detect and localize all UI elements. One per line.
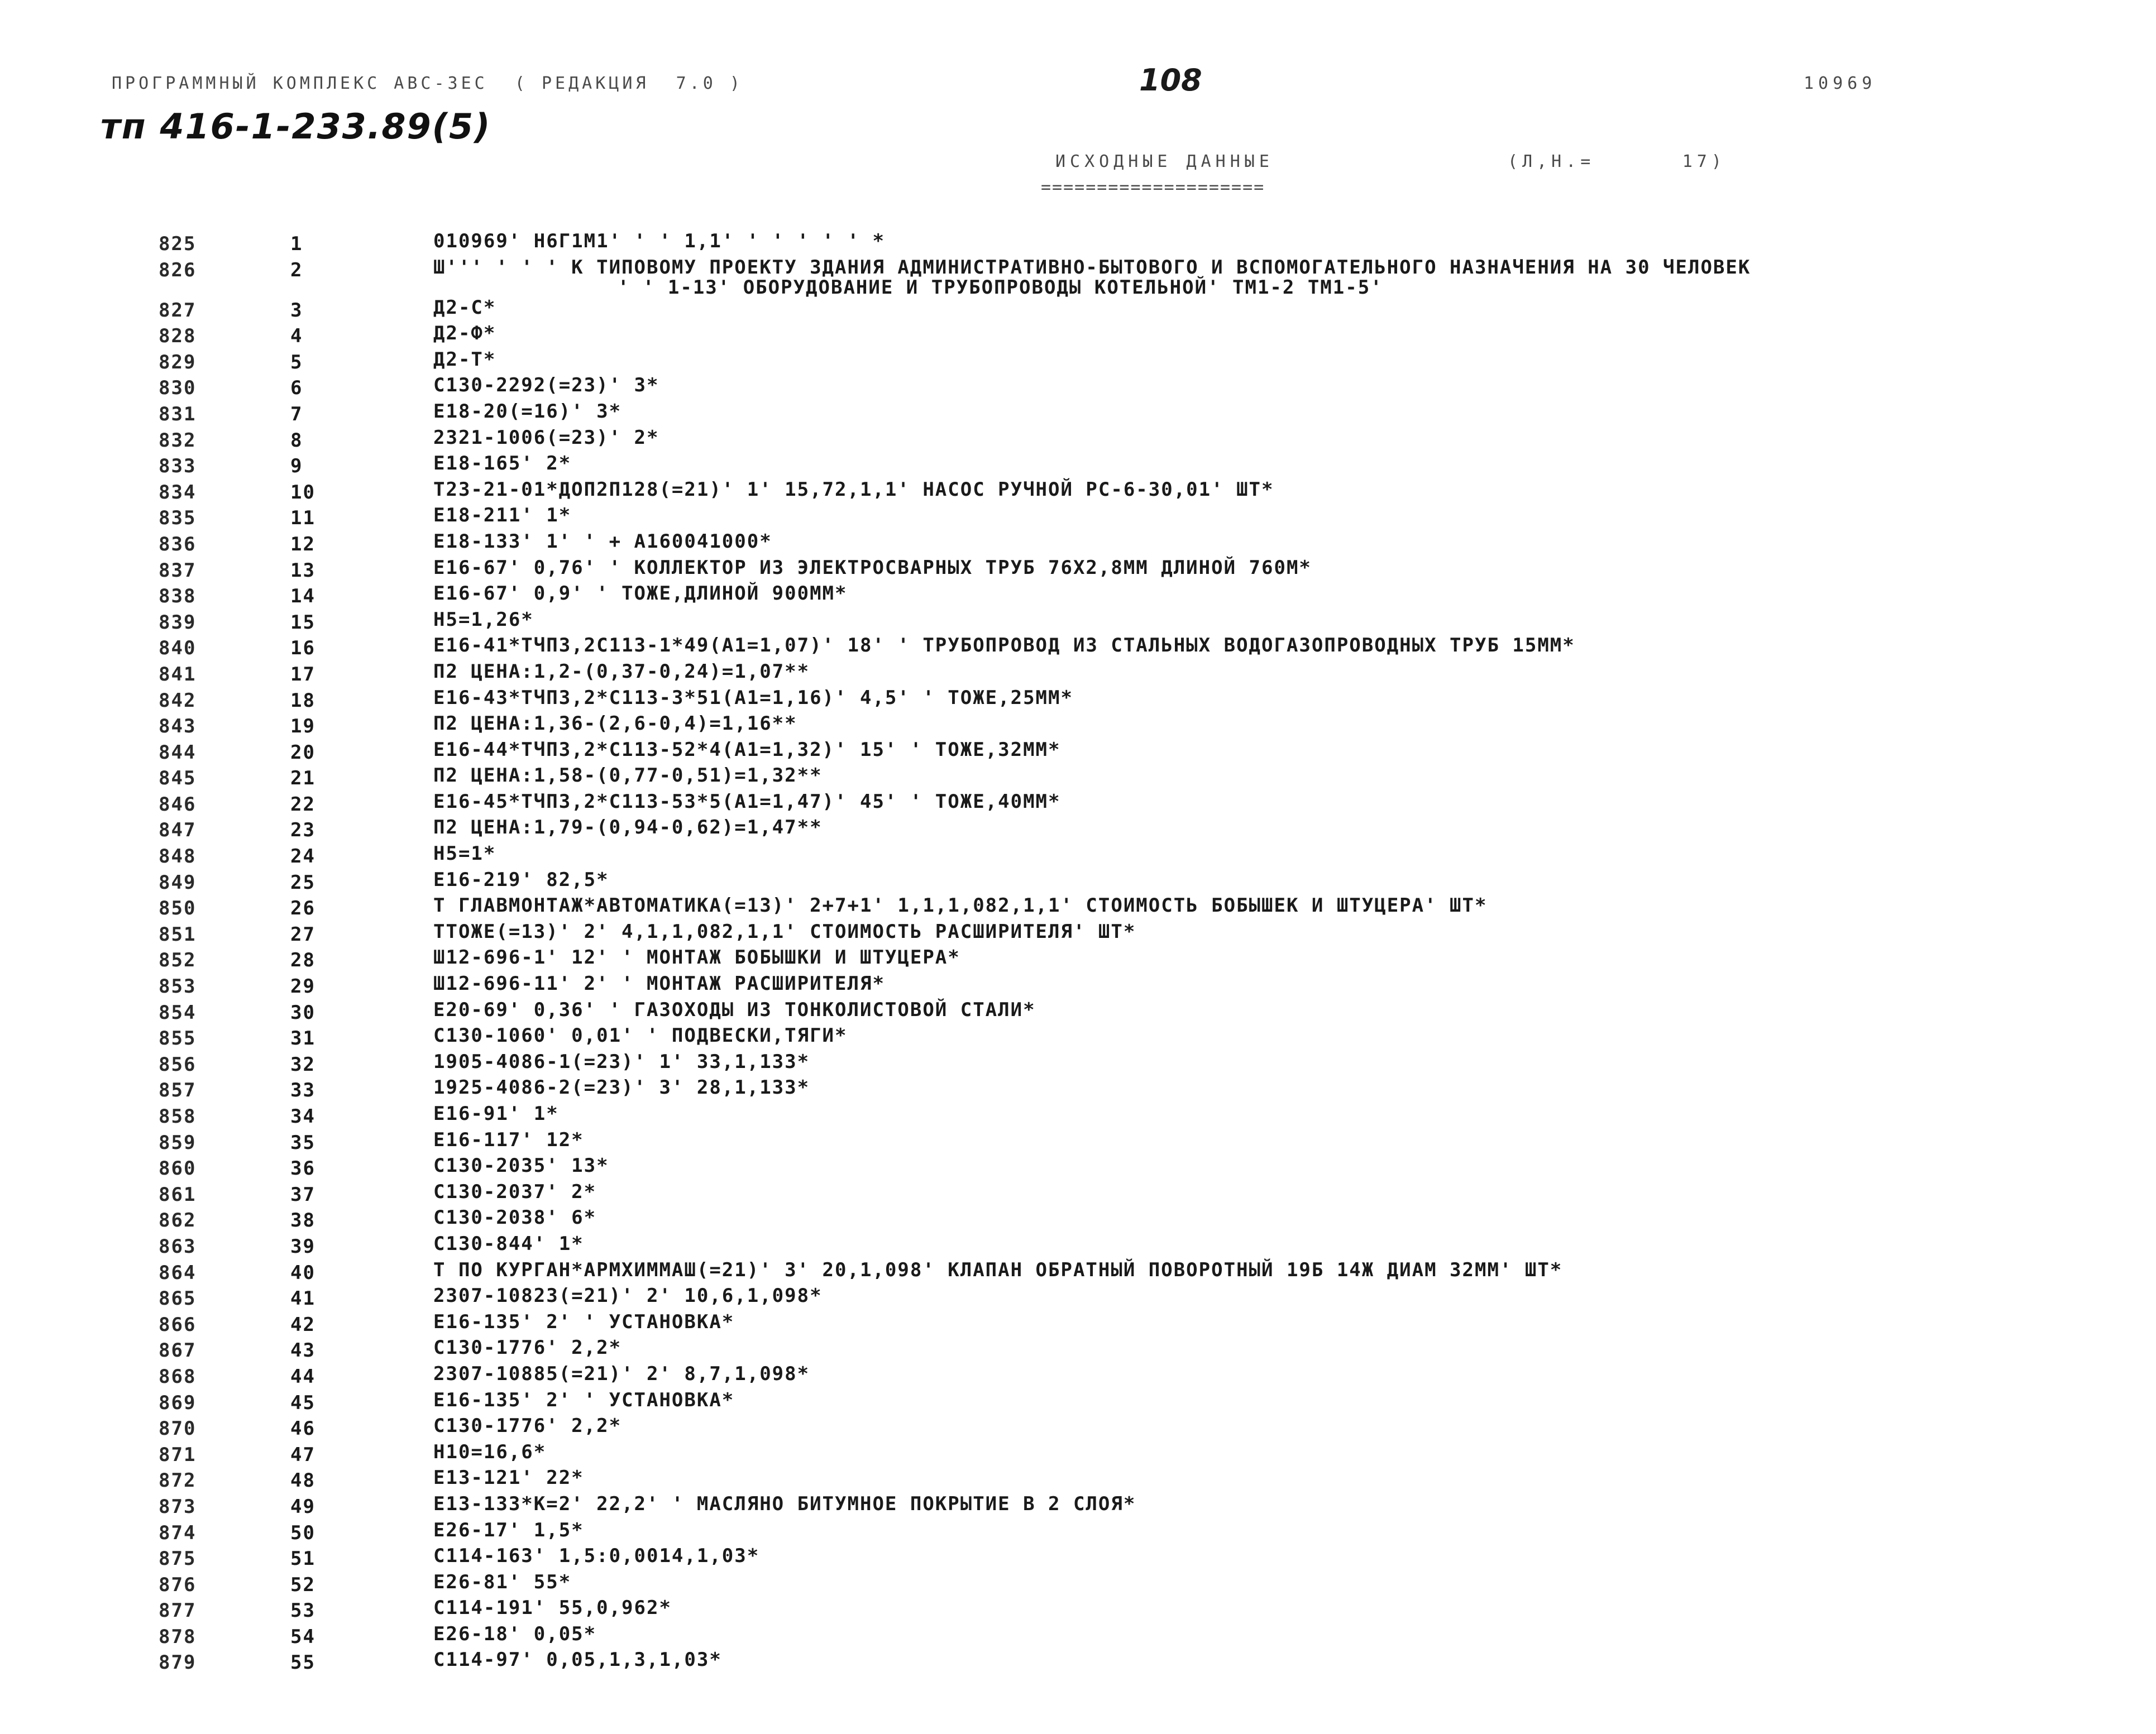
row-text (433, 740, 2109, 760)
row-code: 844 (159, 741, 197, 764)
row-text-main: Д2-С* (433, 296, 496, 319)
row-number: 13 (290, 559, 315, 582)
row-code: 847 (159, 819, 197, 842)
row-code: 855 (159, 1027, 197, 1050)
row-text-main: Е16-117' 12* (433, 1128, 584, 1151)
listing-row (0, 844, 2156, 870)
row-text-main: ТТОЖЕ(=13)' 2' 4,1,1,082,1,1' СТОИМОСТЬ РАСШИРИТЕЛЯ' ШТ* (433, 920, 1136, 943)
row-number: 48 (290, 1469, 315, 1492)
row-text-main: Е18-20(=16)' 3* (433, 400, 622, 423)
listing-row (0, 1416, 2156, 1442)
row-number: 29 (290, 975, 315, 998)
row-code: 834 (159, 481, 197, 504)
row-number: 22 (290, 793, 315, 816)
listing-row (0, 1000, 2156, 1026)
row-text (433, 1312, 2109, 1332)
listing-row (0, 740, 2156, 766)
row-number: 53 (290, 1599, 315, 1622)
row-text-main: Т ПО КУРГАН*АРМХИММАШ(=21)' 3' 20,1,098' КЛАПАН ОБРАТНЫЙ ПОВОРОТНЫЙ 19Б 14Ж ДИАМ 32ММ' ШТ* (433, 1258, 1563, 1281)
row-text (433, 765, 2109, 785)
row-code: 830 (159, 377, 197, 400)
row-text (433, 974, 2109, 994)
listing-row (0, 531, 2156, 558)
row-text-main: Д2-Т* (433, 348, 496, 371)
row-number: 43 (290, 1339, 315, 1362)
listing-row (0, 1156, 2156, 1182)
row-code: 856 (159, 1053, 197, 1076)
row-number: 1 (290, 233, 303, 255)
row-code: 825 (159, 233, 197, 255)
row-number: 42 (290, 1313, 315, 1336)
row-text-main: П2 ЦЕНА:1,58-(0,77-0,51)=1,32** (433, 764, 823, 787)
row-text (433, 428, 2109, 448)
row-code: 872 (159, 1469, 197, 1492)
row-text-main: 010969' Н6Г1М1' ' ' 1,1' ' ' ' ' ' * (433, 230, 885, 252)
row-text (433, 323, 2109, 343)
row-number: 52 (290, 1573, 315, 1596)
listing-row (0, 713, 2156, 740)
listing-row (0, 1234, 2156, 1260)
program-header: ПРОГРАММНЫЙ КОМПЛЕКС АВС-3ЕС ( РЕДАКЦИЯ 7.0 ) (112, 74, 743, 93)
row-code: 867 (159, 1339, 197, 1362)
row-code: 829 (159, 351, 197, 373)
row-code: 874 (159, 1521, 197, 1544)
row-code: 832 (159, 429, 197, 452)
listing-row (0, 1442, 2156, 1468)
row-text (433, 662, 2109, 682)
row-number: 2 (290, 258, 303, 281)
row-number: 25 (290, 871, 315, 894)
row-code: 828 (159, 325, 197, 348)
listing-row (0, 375, 2156, 401)
row-text (433, 1546, 2109, 1566)
row-number: 50 (290, 1521, 315, 1544)
section-underline: ==================== (1041, 178, 1265, 197)
row-number: 55 (290, 1651, 315, 1674)
row-code: 846 (159, 793, 197, 816)
row-number: 54 (290, 1625, 315, 1648)
row-text (433, 1260, 2109, 1280)
row-text-main: Ш12-696-11' 2' ' МОНТАЖ РАСШИРИТЕЛЯ* (433, 973, 885, 995)
row-number: 44 (290, 1365, 315, 1388)
row-number: 28 (290, 949, 315, 972)
row-text (433, 792, 2109, 812)
row-text-main: Е16-44*ТЧП3,2*С113-52*4(А1=1,32)' 15' ' ТОЖЕ,32ММ* (433, 738, 1061, 761)
listing-row (0, 1572, 2156, 1598)
row-number: 9 (290, 455, 303, 478)
listing-row (0, 1052, 2156, 1078)
row-text-continuation: ' ' 1-13' ОБОРУДОВАНИЕ И ТРУБОПРОВОДЫ КОТЕЛЬНОЙ' ТМ1-2 ТМ1-5' (618, 276, 1383, 299)
row-code: 852 (159, 949, 197, 972)
row-text-main: Д2-Ф* (433, 322, 496, 345)
row-text (433, 480, 2109, 500)
row-number: 47 (290, 1443, 315, 1466)
row-code: 879 (159, 1651, 197, 1674)
row-number: 15 (290, 611, 315, 634)
row-number: 20 (290, 741, 315, 764)
row-code: 873 (159, 1495, 197, 1518)
row-text (433, 375, 2109, 395)
row-code: 835 (159, 507, 197, 530)
listing-row (0, 1130, 2156, 1156)
row-number: 36 (290, 1157, 315, 1180)
row-number: 39 (290, 1235, 315, 1258)
row-number: 24 (290, 845, 315, 868)
row-number: 17 (290, 663, 315, 686)
listing-row (0, 922, 2156, 948)
row-text-main: П2 ЦЕНА:1,2-(0,37-0,24)=1,07** (433, 660, 810, 683)
row-number: 37 (290, 1183, 315, 1206)
row-text-main: Е18-133' 1' ' + А160041000* (433, 530, 772, 553)
listing-row (0, 1208, 2156, 1234)
row-text-main: 1925-4086-2(=23)' 3' 28,1,133* (433, 1076, 810, 1099)
listing-row (0, 480, 2156, 506)
row-text-main: Е16-67' 0,76' ' КОЛЛЕКТОР ИЗ ЭЛЕКТРОСВАРНЫХ ТРУБ 76Х2,8ММ ДЛИНОЙ 760М* (433, 556, 1312, 579)
row-text-main: Т ГЛАВМОНТАЖ*АВТОМАТИКА(=13)' 2+7+1' 1,1,1,082,1,1' СТОИМОСТЬ БОБЫШЕК И ШТУЦЕРА' ШТ* (433, 894, 1488, 917)
row-text (433, 688, 2109, 708)
listing-row (0, 1546, 2156, 1572)
listing-row (0, 635, 2156, 662)
row-number: 10 (290, 481, 315, 504)
row-text-main: Е16-45*ТЧП3,2*С113-53*5(А1=1,47)' 45' ' ТОЖЕ,40ММ* (433, 790, 1061, 813)
row-text (433, 231, 2109, 251)
listing-row (0, 231, 2156, 257)
listing-row (0, 257, 2156, 298)
row-text (433, 1156, 2109, 1176)
row-text-main: 2307-10823(=21)' 2' 10,6,1,098* (433, 1285, 823, 1307)
listing-row (0, 505, 2156, 531)
row-number: 7 (290, 403, 303, 425)
row-text (433, 1077, 2109, 1098)
row-text-main: С130-2038' 6* (433, 1206, 597, 1229)
row-text (433, 1416, 2109, 1436)
row-code: 864 (159, 1261, 197, 1284)
row-number: 33 (290, 1079, 315, 1102)
row-code: 854 (159, 1001, 197, 1024)
row-text-main: Ш''' ' ' ' К ТИПОВОМУ ПРОЕКТУ ЗДАНИЯ АДМИНИСТРАТИВНО-БЫТОВОГО И ВСПОМОГАТЕЛЬНОГО НАЗНАЧЕНИЯ НА 30 ЧЕЛОВЕК (433, 256, 1751, 279)
row-text-main: Е18-165' 2* (433, 452, 572, 475)
row-text-main: С130-1060' 0,01' ' ПОДВЕСКИ,ТЯГИ* (433, 1024, 848, 1047)
row-code: 862 (159, 1209, 197, 1232)
listing-row (0, 610, 2156, 636)
document-code: 10969 (1804, 74, 1877, 93)
row-text-main: Е16-219' 82,5* (433, 868, 609, 891)
listing-row (0, 453, 2156, 480)
row-text-main: 2321-1006(=23)' 2* (433, 426, 659, 449)
row-code: 859 (159, 1131, 197, 1154)
row-text-main: С114-97' 0,05,1,3,1,03* (433, 1649, 722, 1671)
listing-row (0, 349, 2156, 376)
row-number: 16 (290, 637, 315, 660)
row-text (433, 1052, 2109, 1072)
row-text-main: Т23-21-01*ДОП2П128(=21)' 1' 15,72,1,1' НАСОС РУЧНОЙ РС-6-30,01' ШТ* (433, 478, 1274, 501)
row-code: 831 (159, 403, 197, 425)
row-text-main: Н5=1* (433, 842, 496, 865)
listing-row (0, 817, 2156, 844)
listing-row (0, 1286, 2156, 1312)
row-number: 23 (290, 819, 315, 842)
row-number: 11 (290, 507, 315, 530)
row-code: 853 (159, 975, 197, 998)
row-code: 869 (159, 1391, 197, 1414)
row-text (433, 1182, 2109, 1202)
row-text-main: Ш12-696-1' 12' ' МОНТАЖ БОБЫШКИ И ШТУЦЕРА* (433, 946, 960, 969)
listing-row (0, 1650, 2156, 1676)
listing-row (0, 1494, 2156, 1520)
row-text (433, 1000, 2109, 1020)
row-code: 838 (159, 585, 197, 608)
row-text (433, 1572, 2109, 1592)
row-code: 861 (159, 1183, 197, 1206)
row-text (433, 1208, 2109, 1228)
row-text-main: Е16-91' 1* (433, 1103, 559, 1125)
row-text-main: С114-163' 1,5:0,0014,1,03* (433, 1545, 760, 1568)
row-text (433, 713, 2109, 734)
listing-row (0, 1364, 2156, 1390)
row-text (433, 947, 2109, 967)
listing-row (0, 870, 2156, 896)
row-number: 3 (290, 299, 303, 322)
listing-row (0, 1182, 2156, 1208)
row-code: 845 (159, 767, 197, 790)
listing-row (0, 895, 2156, 922)
row-number: 21 (290, 767, 315, 790)
row-text (433, 1624, 2109, 1644)
row-code: 866 (159, 1313, 197, 1336)
row-text-main: Е16-67' 0,9' ' ТОЖЕ,ДЛИНОЙ 900ММ* (433, 582, 848, 605)
row-number: 14 (290, 585, 315, 608)
row-code: 839 (159, 611, 197, 634)
row-text (433, 1026, 2109, 1046)
row-code: 850 (159, 897, 197, 920)
row-text (433, 1234, 2109, 1254)
row-code: 827 (159, 299, 197, 322)
row-number: 12 (290, 533, 315, 555)
row-number: 27 (290, 923, 315, 946)
section-title: ИСХОДНЫЕ ДАННЫЕ (1055, 152, 1274, 171)
listing-row (0, 583, 2156, 610)
row-code: 840 (159, 637, 197, 660)
row-code: 876 (159, 1573, 197, 1596)
row-text (433, 922, 2109, 942)
row-number: 30 (290, 1001, 315, 1024)
row-number: 4 (290, 325, 303, 348)
row-text (433, 453, 2109, 473)
listing-row (0, 1624, 2156, 1650)
listing-row (0, 947, 2156, 974)
listing-row (0, 1312, 2156, 1338)
row-text-main: Е26-18' 0,05* (433, 1622, 597, 1645)
row-code: 868 (159, 1365, 197, 1388)
row-number: 45 (290, 1391, 315, 1414)
row-code: 833 (159, 455, 197, 478)
row-text (433, 401, 2109, 421)
row-text (433, 1286, 2109, 1306)
row-text (433, 1520, 2109, 1540)
row-text (433, 1468, 2109, 1488)
row-code: 851 (159, 923, 197, 946)
listing-row (0, 765, 2156, 792)
row-number: 6 (290, 377, 303, 400)
row-number: 26 (290, 897, 315, 920)
row-code: 863 (159, 1235, 197, 1258)
row-text-main: Е18-211' 1* (433, 504, 572, 527)
row-text (433, 1104, 2109, 1124)
row-code: 841 (159, 663, 197, 686)
row-code: 878 (159, 1625, 197, 1648)
row-text (433, 1494, 2109, 1514)
row-text (433, 1338, 2109, 1358)
row-text-main: С130-2037' 2* (433, 1180, 597, 1203)
listing-row (0, 428, 2156, 454)
data-listing (0, 231, 2156, 1676)
row-text-main: П2 ЦЕНА:1,36-(2,6-0,4)=1,16** (433, 712, 797, 735)
row-text-main: 1905-4086-1(=23)' 1' 33,1,133* (433, 1050, 810, 1073)
row-code: 857 (159, 1079, 197, 1102)
listing-row (0, 1026, 2156, 1052)
row-text (433, 1390, 2109, 1410)
row-text-main: Е26-17' 1,5* (433, 1519, 584, 1541)
row-text-main: Е16-135' 2' ' УСТАНОВКА* (433, 1388, 735, 1411)
row-number: 49 (290, 1495, 315, 1518)
listing-row (0, 792, 2156, 818)
row-text (433, 1598, 2109, 1618)
row-text-main: С130-844' 1* (433, 1232, 584, 1255)
row-text (433, 1650, 2109, 1670)
listing-row (0, 1260, 2156, 1286)
row-text-main: Е16-43*ТЧП3,2*С113-3*51(А1=1,16)' 4,5' ' ТОЖЕ,25ММ* (433, 686, 1073, 709)
row-text-main: Е16-41*ТЧП3,2С113-1*49(А1=1,07)' 18' ' ТРУБОПРОВОД ИЗ СТАЛЬНЫХ ВОДОГАЗОПРОВОДНЫХ ТРУБ 15ММ* (433, 634, 1575, 657)
row-code: 837 (159, 559, 197, 582)
row-text-main: С130-1776' 2,2* (433, 1415, 622, 1438)
row-text (433, 844, 2109, 864)
row-number: 51 (290, 1548, 315, 1570)
row-code: 865 (159, 1287, 197, 1310)
row-number: 5 (290, 351, 303, 373)
row-text-main: Е16-135' 2' ' УСТАНОВКА* (433, 1310, 735, 1333)
row-code: 836 (159, 533, 197, 555)
row-text (433, 870, 2109, 890)
row-text (433, 349, 2109, 370)
row-text (433, 505, 2109, 525)
listing-row (0, 662, 2156, 688)
listing-row (0, 1390, 2156, 1416)
row-text (433, 298, 2109, 318)
row-text (433, 1442, 2109, 1462)
page-number: 108 (1139, 63, 1202, 98)
row-text-main: С130-2292(=23)' 3* (433, 374, 659, 397)
row-code: 848 (159, 845, 197, 868)
row-text (433, 817, 2109, 837)
row-text-main: П2 ЦЕНА:1,79-(0,94-0,62)=1,47** (433, 816, 823, 839)
row-number: 34 (290, 1105, 315, 1128)
listing-row (0, 974, 2156, 1000)
listing-row (0, 1104, 2156, 1130)
row-text-main: С130-2035' 13* (433, 1155, 609, 1177)
row-text (433, 531, 2109, 552)
row-number: 31 (290, 1027, 315, 1050)
row-code: 870 (159, 1417, 197, 1440)
row-text (433, 1130, 2109, 1150)
row-text (433, 635, 2109, 655)
row-number: 46 (290, 1417, 315, 1440)
row-text (433, 558, 2109, 578)
listing-row (0, 1338, 2156, 1364)
row-number: 40 (290, 1261, 315, 1284)
listing-row (0, 298, 2156, 324)
listing-row (0, 688, 2156, 714)
row-code: 875 (159, 1548, 197, 1570)
listing-row (0, 323, 2156, 349)
row-text (433, 895, 2109, 916)
row-text-main: Е13-121' 22* (433, 1467, 584, 1489)
row-text (433, 610, 2109, 630)
row-text (433, 257, 2109, 298)
row-text (433, 583, 2109, 603)
row-text-main: Н10=16,6* (433, 1440, 547, 1463)
listing-row (0, 1598, 2156, 1624)
row-text-main: Н5=1,26* (433, 608, 534, 631)
row-code: 877 (159, 1599, 197, 1622)
row-number: 19 (290, 715, 315, 738)
row-number: 41 (290, 1287, 315, 1310)
row-code: 871 (159, 1443, 197, 1466)
row-text-main: 2307-10885(=21)' 2' 8,7,1,098* (433, 1362, 810, 1385)
row-number: 8 (290, 429, 303, 452)
row-code: 860 (159, 1157, 197, 1180)
listing-row (0, 1520, 2156, 1546)
row-text-main: С130-1776' 2,2* (433, 1337, 622, 1359)
listing-row (0, 401, 2156, 428)
row-code: 858 (159, 1105, 197, 1128)
row-number: 18 (290, 689, 315, 712)
row-text-main: Е20-69' 0,36' ' ГАЗОХОДЫ ИЗ ТОНКОЛИСТОВОЙ СТАЛИ* (433, 998, 1036, 1021)
row-text-main: С114-191' 55,0,962* (433, 1597, 672, 1620)
row-number: 38 (290, 1209, 315, 1232)
row-number: 32 (290, 1053, 315, 1076)
row-code: 843 (159, 715, 197, 738)
row-code: 826 (159, 258, 197, 281)
row-code: 842 (159, 689, 197, 712)
row-number: 35 (290, 1131, 315, 1154)
listing-row (0, 1468, 2156, 1494)
row-code: 849 (159, 871, 197, 894)
row-text-main: Е13-133*К=2' 22,2' ' МАСЛЯНО БИТУМНОЕ ПОКРЫТИЕ В 2 СЛОЯ* (433, 1492, 1136, 1515)
sheet-indicator: (Л,Н.= 17) (1508, 152, 1726, 171)
listing-row (0, 1077, 2156, 1104)
listing-row (0, 558, 2156, 584)
handwritten-project-code: тп 416-1-233.89(5) (101, 106, 491, 147)
row-text (433, 1364, 2109, 1384)
row-text-main: Е26-81' 55* (433, 1570, 572, 1593)
